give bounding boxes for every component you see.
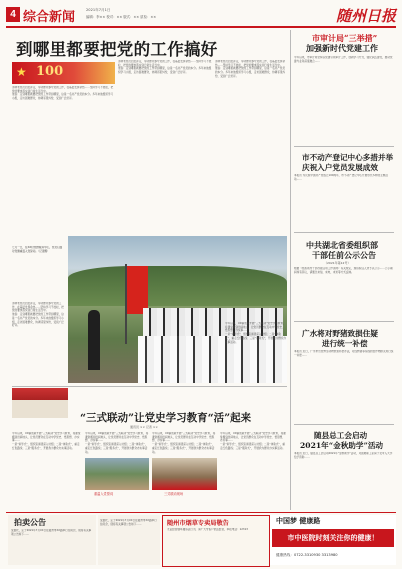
feature-body-col4: 今年以来，XX镇创新开展“三式联动”党史学习教育，将课堂搬到田间地头，让党员群众在互动中学党史、悟思想、办实事…… 一是“讲学式”，组织宣讲团深入村组；二是“体验式”，重走红色路线；三是“服务式”，开展我为群众办实事活动。 <box>220 432 286 450</box>
hospital-ad <box>270 515 396 565</box>
realty-headline-1: 市不动产登记中心多措并举 <box>302 153 394 162</box>
masthead-rule <box>6 26 396 28</box>
photo-caption-1: 七月一日，在XX村党群服务中心，党员们面对党旗重温入党誓词。（记者摄） <box>12 246 63 253</box>
lead-body-col2: 退休老党员四处奔走，带动群众参与党的工作，在基层发挥余热……坚持学习不放松，把党的要求落实到日常生活当中。 他说：走到哪里就要把党的工作带到哪里，这是一名共产党员的本分。多年来他组织学习小组，走访困难群众，协调邻里纠纷，受到广泛好评。 <box>118 60 212 75</box>
tobacco-title: 随州市烟草专卖局敬告 <box>167 520 229 527</box>
right-sep-1 <box>294 146 394 147</box>
hospital-slogan: 中国梦 健康路 <box>276 516 321 525</box>
recruit-headline-1: 中共湖北省委组织部 <box>306 240 378 250</box>
tobacco-body: 无证经营烟草属违法行为，请广大零售户依法经营，举报电话：12313 <box>167 528 248 531</box>
banner-number-icon: 100 <box>36 64 64 79</box>
river-body: 本报讯 近日，广水市出台野生动物致害补偿办法，对因野猪等造成的农作物损失进行统一补偿…… <box>294 350 394 357</box>
feature-photo-3 <box>152 458 217 490</box>
right-sep-3 <box>294 321 394 322</box>
editor-line: 编辑：李×× 校对：×× 版式：×× 质检：×× <box>86 15 157 19</box>
feature-body-col1: 今年以来，XX镇创新开展“三式联动”党史学习教育，将课堂搬到田间地头，让党员群众在互动中学党史、悟思想、办实事…… 一是“讲学式”，组织宣讲团深入村组；二是“体验式”，重走红色路线；三是“服务式”，开展我为群众办实事活动。 <box>12 432 81 450</box>
union-headline-2: 2021年“金秋助学”活动 <box>300 441 384 450</box>
right-sep-4 <box>294 424 394 425</box>
audit-headline-2: 加强新时代党建工作 <box>306 43 378 53</box>
auction-body-2: 受委托，定于2021年7月XX日在随州市XX路举行拍卖会，现将有关事项公告如下…… <box>100 519 157 526</box>
feature-byline: 通讯员 ×× 记者 ×× <box>130 425 158 429</box>
right-divider <box>290 30 291 510</box>
page-number: 4 <box>6 7 20 22</box>
hospital-phone: 健康热线：0722-3310930 3313980 <box>276 553 338 557</box>
recruit-headline-2: 干部任前公示公告 <box>312 250 376 260</box>
tobacco-ad <box>162 515 270 567</box>
feature-body-col2: 今年以来，XX镇创新开展“三式联动”党史学习教育，将课堂搬到田间地头，让党员群众在互动中学党史、悟思想、办实事…… 一是“讲学式”，组织宣讲团深入村组；二是“体验式”，重走红色路线；三是“服务式”，开展我为群众办实事活动。 <box>85 432 149 454</box>
paper-logo: 随州日报 <box>335 7 396 25</box>
right-sep-2 <box>294 232 394 233</box>
auction-ad <box>8 515 96 565</box>
auction-body: 受委托，定于2021年7月XX日在随州市XX路举行拍卖会，现将有关事项公告如下…… <box>11 529 92 536</box>
section-title: 综合新闻 <box>23 10 76 25</box>
realty-body: 本报讯 为庆祝中国共产党成立100周年，市不动产登记中心开展形式多样的主题活动…… <box>294 174 388 181</box>
realty-headline-2: 庆祝入户党员发展成效 <box>302 163 378 172</box>
trees-shape <box>68 266 287 306</box>
lead-headline: 到哪里都要把党的工作搞好 <box>16 40 218 59</box>
feature-headline: “三式联动”让党史学习教育“活”起来 <box>80 412 252 424</box>
banner-star-icon: ★ <box>16 65 27 79</box>
bottom-feature-rule <box>12 386 287 387</box>
auction-title: 拍卖公告 <box>14 517 46 527</box>
party-flag-shape <box>126 266 148 314</box>
lead-body-col1: 退休老党员四处奔走，带动群众参与党的工作，在基层发挥余热……坚持学习不放松，把党的要求落实到日常生活当中。 他说：走到哪里就要把党的工作带到哪里，这是一名共产党员的本分。多年来他组织学习小组，走访困难群众，协调邻里纠纷，受到广泛好评。 <box>12 86 114 101</box>
date-line: 2021年7月1日 <box>86 8 111 12</box>
leader-figure <box>88 310 100 370</box>
flag-pole-shape <box>125 264 127 344</box>
lead-body-col3: 退休老党员四处奔走，带动群众参与党的工作，在基层发挥余热……坚持学习不放松，把党的要求落实到日常生活当中。 他说：走到哪里就要把党的工作带到哪里，这是一名共产党员的本分。多年来他组织学习小组，走访困难群众，协调邻里纠纷，受到广泛好评。 <box>215 60 286 78</box>
auction-ad-2 <box>98 515 160 565</box>
masthead <box>6 5 396 27</box>
feature-photo-left <box>12 388 68 418</box>
feature-side-text: 今年以来，XX镇创新开展“三式联动”党史学习教育，将课堂搬到田间地头，让党员群众在互动中学党史、悟思想、办实事…… 一是“讲学式”，组织宣讲团深入村组；二是“体验式”，重走红色路线；三是“服务式”，开展我为群众办实事活动。 <box>225 322 287 344</box>
union-body: 本报讯 近日，随县总工会启动2021年“金秋助学”活动，对困难职工家庭子女考入大学给予资助…… <box>294 452 393 459</box>
union-headline-1: 随县总工会启动 <box>314 431 368 440</box>
lead-body-col0: 退休老党员四处奔走，带动群众参与党的工作，在基层发挥余热……坚持学习不放松，把党的要求落实到日常生活当中。 他说：走到哪里就要把党的工作带到哪里，这是一名共产党员的本分。多年来他组织学习小组，走访困难群众，协调邻里纠纷，受到广泛好评。 <box>12 302 64 328</box>
river-headline-1: 广水将对野猪致损住疑 <box>302 329 378 338</box>
hospital-main: 市中医院时刻关注你的健康！ <box>272 529 394 547</box>
recruit-body: 根据《党政领导干部选拔任用工作条例》有关规定，现将拟任人选予以公示……公示期间如有异议，请通过来信、来电、来访等方式反映。 <box>294 267 393 274</box>
audit-headline-1: 市审计局“三举措” <box>312 33 378 43</box>
ads-top-rule <box>6 512 396 513</box>
audit-body: 今年以来，市审计局坚持以党建引领审计工作，创新学习方式，强化队伍建设，推动党建与业务深度融合…… <box>294 56 393 63</box>
feature-photo-2 <box>85 458 149 490</box>
river-headline-2: 进行统一补偿 <box>322 339 368 348</box>
feature-photo-2-caption: 重温入党誓词 <box>94 492 114 496</box>
lead-banner-image <box>12 62 115 84</box>
feature-body-col3: 今年以来，XX镇创新开展“三式联动”党史学习教育，将课堂搬到田间地头，让党员群众在互动中学党史、悟思想、办实事…… 一是“讲学式”，组织宣讲团深入村组；二是“体验式”，重走红色路线；三是“服务式”，开展我为群众办实事活动。 <box>152 432 216 454</box>
recruit-sub: （2021年第12号） <box>324 261 351 265</box>
feature-photo-3-caption: 三式联动现场 <box>164 492 184 496</box>
